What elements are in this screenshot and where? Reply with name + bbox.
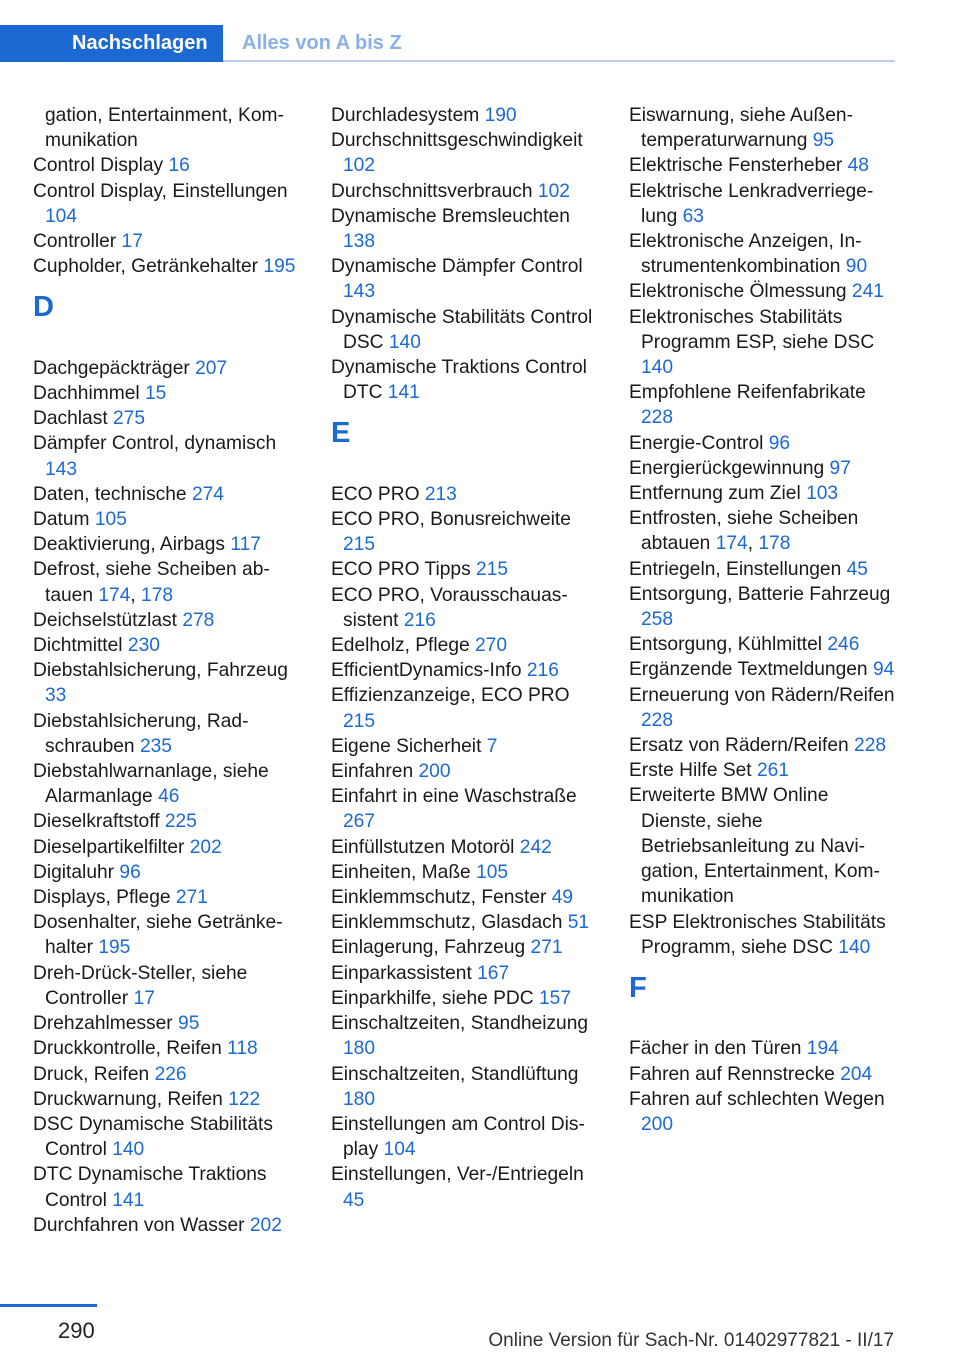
page-reference-link[interactable]: 122 [228,1088,261,1110]
index-entry [331,1011,603,1061]
index-entry-term: Defrost, siehe Scheiben abtauen [33,559,270,606]
index-entry [629,229,901,279]
page-reference-link[interactable]: 204 [840,1063,873,1085]
page-reference-link[interactable]: 215 [476,559,509,581]
index-entry-term: gation, Entertainment, Kommunikation [45,105,284,152]
page-reference-link[interactable]: 202 [189,836,222,858]
page-reference-link[interactable]: 140 [112,1139,145,1161]
page-reference-link[interactable]: 216 [403,609,436,631]
index-entry-term: Dachlast [33,408,108,430]
tab-nachschlagen[interactable]: Nachschlagen [0,25,223,62]
page-reference-link[interactable]: 246 [827,634,860,656]
page-reference-link[interactable]: 7 [486,735,498,757]
page-reference-link[interactable]: 174 [98,584,131,606]
index-entry [33,759,305,809]
index-entry [331,658,603,683]
index-entry [331,1112,603,1162]
index-entry-term: Durchfahren von Wasser [33,1214,245,1236]
index-entry [33,910,305,960]
page-reference-link[interactable]: 45 [846,558,868,580]
page-reference-link[interactable]: 190 [484,105,517,126]
index-entry [331,961,603,986]
index-entry [33,179,305,229]
index-entry-term: Digitaluhr [33,861,115,883]
index-entry-term: Diebstahlsicherung, Fahrzeug [33,660,288,682]
index-entry [331,355,603,405]
index-entry-term: Entfernung zum Ziel [629,483,801,505]
page-reference-link[interactable]: 200 [641,1113,674,1135]
index-entry-term: Energie-Control [629,432,764,454]
index-entry [629,683,901,733]
index-entry-term: Einstellungen, Ver-/Entriegeln [331,1164,584,1186]
page-reference-link[interactable]: 235 [139,735,172,757]
page-reference-link[interactable]: 105 [476,861,509,883]
page-reference-link[interactable]: 195 [98,937,131,959]
index-entry-term: Ersatz von Rädern/​Reifen [629,735,849,757]
index-entry [629,910,901,960]
index-entry-term: Druck, Reifen [33,1063,150,1085]
page-reference-link[interactable]: 105 [94,509,127,531]
index-entry-term: Elektronisches Stabilitäts Programm ESP, siehe DSC [629,306,875,353]
index-entry [331,986,603,1011]
index-entry-term: Druckwarnung, Reifen [33,1088,223,1110]
page-reference-link[interactable]: 16 [168,155,190,177]
index-entry-term: Fahren auf Rennstrecke [629,1063,835,1085]
page-reference-link[interactable]: 180 [343,1088,376,1110]
page-reference-link[interactable]: 180 [343,1038,376,1060]
index-entry [33,482,305,507]
page-reference-link[interactable]: 157 [538,987,571,1009]
section-letter: F [629,971,647,1004]
page-reference-link[interactable]: 94 [872,659,895,681]
index-entry-term: DTC Dynamische Traktions Control [33,1164,267,1211]
index-entry-term: Control Display, Einstellungen [33,180,288,202]
page-reference-link[interactable]: 33 [45,685,67,707]
page-reference-link[interactable]: 278 [182,609,215,631]
index-entry-term: Einfahren [331,761,414,783]
index-entry [629,305,901,381]
index-entry [331,482,603,507]
index-entry [629,783,901,909]
index-entry [629,103,901,153]
index-entry-term: Diebstahlwarnanlage, siehe Alarmanlage [33,761,269,808]
index-entry-term: Dachgepäckträger [33,357,190,379]
index-entry [331,507,603,557]
page-number: 290 [58,1318,95,1343]
index-entry-term: Dieselpartikelfilter [33,836,185,858]
index-entry-term: Control Display [33,155,164,177]
page-reference-link[interactable]: 118 [227,1038,258,1060]
page-reference-link[interactable]: 167 [477,962,510,984]
index-entry [331,1062,603,1112]
index-entry [331,204,603,254]
tab-alles-von-a-bis-z[interactable]: Alles von A bis Z [242,32,402,54]
page-reference-link[interactable]: 261 [756,760,789,782]
index-entry [33,608,305,633]
index-entry-term: ECO PRO, Vorausschauassistent [331,584,568,631]
index-entry-term: Deaktivierung, Airbags [33,534,225,556]
page-reference-link[interactable]: 95 [812,130,835,152]
page-reference-link[interactable]: 228 [641,709,674,731]
page-reference-link[interactable]: 270 [475,635,508,657]
index-entry-term: Dynamische Dämpfer Control [331,256,583,278]
index-entry-term: Elektrische Lenkradverriegelung [629,180,874,227]
page-reference-link[interactable]: 178 [758,533,791,555]
index-entry-term: Einklemmschutz, Fenster [331,887,547,909]
index-entry [629,1062,901,1087]
page-reference-link[interactable]: 225 [164,811,197,833]
page-reference-link[interactable]: 216 [526,660,559,682]
page-reference-link[interactable]: 241 [851,281,884,303]
index-entry-term: Dynamische Bremsleuchten [331,205,570,227]
page-reference-link[interactable]: 178 [141,584,174,606]
page-reference-link[interactable]: 45 [343,1189,365,1211]
index-entry [331,935,603,960]
index-entry [33,1213,305,1238]
page-reference-link[interactable]: 102 [537,180,570,202]
index-entry [331,860,603,885]
index-entry [629,153,901,178]
index-entry [331,254,603,304]
index-entry-term: Einlagerung, Fahrzeug [331,937,526,959]
index-entry-term: Elektronische Ölmessung [629,281,847,303]
index-entry [33,153,305,178]
header-divider [223,60,895,62]
index-entry [33,809,305,834]
index-entry-term: Dieselkraftstoff [33,811,160,833]
index-entry: Entfrosten, siehe Scheiben abtauen 174, 178 [629,508,859,555]
online-version-note: Online Version für Sach-Nr. 01402977821 - II/17 [488,1330,894,1351]
index-entry-term: Einparkassistent [331,962,472,984]
index-entry-term: ECO PRO [331,483,420,505]
index-entry [629,632,901,657]
index-entry-term: Cupholder, Getränkehalter [33,256,259,278]
index-column-2 [331,103,603,1213]
index-entry [331,633,603,658]
index-entry [629,657,901,682]
page-reference-link[interactable]: 274 [191,483,224,505]
index-entry-term: Einklemmschutz, Glasdach [331,912,563,934]
page-reference-link[interactable]: 95 [178,1013,200,1035]
index-entry [33,431,305,481]
page-reference-link[interactable]: 226 [154,1063,187,1085]
index-entry-term: Datum [33,509,90,531]
page-reference-link[interactable]: 51 [567,912,590,934]
index-entry-term: ECO PRO, Bonusreichweite [331,509,571,531]
page-reference-link[interactable]: 242 [519,836,552,858]
index-entry [331,910,603,935]
index-entry [629,557,901,582]
index-entry-term: ESP Elektronisches Stabilitäts Programm, siehe DSC [629,911,886,958]
index-entry-term: Dichtmittel [33,635,123,657]
index-entry [33,229,305,254]
index-entry-term: Entriegeln, Einstellungen [629,558,842,580]
index-entry-term: Durchladesystem [331,105,480,126]
index-entry [33,860,305,885]
page-reference-link[interactable]: 275 [113,408,146,430]
chapter-tab-bar [0,25,895,62]
index-entry-term: Edelholz, Pflege [331,635,470,657]
index-entry [331,128,603,178]
section-letter: D [33,291,54,324]
index-entry-term: Durchschnittsgeschwindigkeit [331,130,583,152]
page-reference-link[interactable]: 271 [530,937,563,959]
page-reference-link[interactable]: 103 [806,483,839,505]
page-reference-link[interactable]: 46 [158,786,180,808]
index-entry-term: Dreh-Drück-Steller, siehe Controller [33,962,248,1009]
page-reference-link[interactable]: 96 [768,432,791,454]
index-entry [629,758,901,783]
index-entry-term: Diebstahlsicherung, Radschrauben [33,710,249,757]
index-column-3 [629,103,901,1137]
index-entry-term: Einheiten, Maße [331,861,471,883]
page-reference-link[interactable]: 143 [343,281,376,303]
page-reference-link[interactable]: 140 [388,331,421,353]
index-entry [629,582,901,632]
index-entry-term: Einschaltzeiten, Standlüftung [331,1063,579,1085]
index-entry-term: Einschaltzeiten, Standheizung [331,1013,589,1035]
page-reference-link[interactable]: 117 [230,534,261,556]
index-entry-term: Eiswarnung, siehe Außentemperaturwarnung [629,105,853,152]
page-reference-link[interactable]: 200 [418,761,451,783]
page-reference-link[interactable]: 215 [343,710,376,732]
page-reference-link[interactable]: 195 [263,256,296,278]
page-reference-link[interactable]: 194 [806,1038,839,1060]
index-entry [33,1036,305,1061]
page-reference-link[interactable]: 228 [641,407,674,429]
index-entry-term: Displays, Pflege [33,887,171,909]
index-entry [33,709,305,759]
index-entry-term: Fächer in den Türen [629,1038,802,1060]
index-entry-term: Einstellungen am Control Display [331,1113,585,1161]
index-entry [629,733,901,758]
page-reference-link[interactable]: 202 [249,1214,282,1236]
index-entry-term: Einfüllstutzen Motoröl [331,836,515,858]
page-reference-link[interactable]: 141 [387,382,420,404]
index-entry-term: Erste Hilfe Set [629,760,752,782]
index-entry-term: Fahren auf schlechten Wegen [629,1088,885,1110]
page-reference-link[interactable]: 140 [641,357,674,379]
index-entry [33,507,305,532]
index-entry-term: Durchschnittsverbrauch [331,180,533,202]
page-reference-link[interactable]: 96 [119,861,141,883]
footer-accent-bar [0,1304,97,1307]
index-entry [331,835,603,860]
index-entry [629,1036,901,1061]
index-entry [331,683,603,733]
index-entry [33,658,305,708]
index-entry-term: Einfahrt in eine Waschstraße [331,786,577,808]
index-entry-term: Energierückgewinnung [629,457,825,479]
index-entry [33,633,305,658]
index-entry [331,885,603,910]
index-entry-term: Controller [33,231,117,253]
index-entry [331,305,603,355]
page-reference-link[interactable]: 140 [838,936,871,958]
index-entry [33,381,305,406]
page-reference-link[interactable]: 258 [641,609,674,631]
index-entry-term: Entsorgung, Batterie Fahrzeug [629,583,891,605]
index-entry: Defrost, siehe Scheiben abtauen 174, 178 [33,559,270,606]
page-reference-link[interactable]: 63 [682,205,704,227]
index-entry [331,179,603,204]
index-entry [33,961,305,1011]
page-reference-link[interactable]: 104 [383,1139,416,1161]
index-entry [33,532,305,557]
index-entry-term: Dämpfer Control, dynamisch [33,433,277,455]
index-entry-term: Dynamische Stabilitäts Control DSC [331,306,593,353]
index-entry-term: Dachhimmel [33,383,140,405]
index-entry [33,835,305,860]
index-entry-term: Eigene Sicherheit [331,735,482,757]
index-entry-term: Entsorgung, Kühlmittel [629,634,823,656]
index-entry [331,1162,603,1212]
index-column-1 [33,103,305,1238]
page-reference-link[interactable]: 49 [551,887,574,909]
index-entry-term: Drehzahlmesser [33,1013,173,1035]
index-entry [629,1087,901,1137]
index-entry [33,1062,305,1087]
page-reference-link[interactable]: 104 [45,205,78,227]
page-reference-link[interactable]: 17 [121,231,143,253]
index-entry [33,356,305,381]
index-entry [33,1162,305,1212]
page-reference-link[interactable]: 228 [854,735,887,757]
page-reference-link[interactable]: 207 [195,357,228,379]
index-entry-term: Effizienzanzeige, ECO PRO [331,685,570,707]
index-entry [331,734,603,759]
index-entry-term: Erneuerung von Rädern/​Reifen [629,684,895,706]
index-entry-term: Entfrosten, siehe Scheiben abtauen [629,508,859,555]
index-entry [33,1087,305,1112]
index-entry [33,1112,305,1162]
index-entry [629,456,901,481]
index-entry [33,254,305,279]
page-reference-link[interactable]: 213 [424,483,457,505]
index-entry [629,179,901,229]
page-reference-link[interactable]: 267 [343,811,376,833]
page-reference-link[interactable]: 17 [133,987,155,1009]
page-reference-link[interactable]: 15 [144,383,167,405]
page-reference-link[interactable]: 97 [829,457,851,479]
index-entry [33,103,305,153]
index-entry-term: DSC Dynamische Stabilitäts Control [33,1113,273,1161]
page-reference-link[interactable]: 271 [175,887,208,909]
page-reference-link[interactable]: 215 [343,534,376,556]
index-entry [629,431,901,456]
page-reference-link[interactable]: 174 [715,533,748,555]
index-entry-term: Empfohlene Reifenfabrikate [629,382,866,404]
index-entry-term: Einparkhilfe, siehe PDC [331,987,534,1009]
index-entry-term: Dynamische Traktions Control DTC [331,357,587,404]
index-entry [33,885,305,910]
index-entry [629,481,901,506]
index-entry-term: ECO PRO Tipps [331,559,471,581]
page-reference-link[interactable]: 141 [112,1189,145,1211]
index-entry-term: EfficientDynamics-Info [331,660,522,682]
index-entry-term: Elektrische Fensterheber [629,155,843,177]
page-reference-link[interactable]: 230 [127,635,160,657]
index-entry-term: Druckkontrolle, Reifen [33,1038,222,1060]
index-entry-term: Dosenhalter, siehe Getränkehalter [33,912,283,959]
index-entry [629,380,901,430]
page-reference-link[interactable]: 143 [45,458,78,480]
index-entry [331,103,603,128]
index-entry-term: Ergänzende Textmeldungen [629,659,868,681]
index-entry [33,406,305,431]
page-reference-link[interactable]: 138 [343,231,376,253]
index-entry-term: Deichselstützlast [33,609,177,631]
page-reference-link[interactable]: 90 [845,256,868,278]
index-entry-term: Erweiterte BMW Online Dienste, siehe Betriebsanleitung zu Navigation, Entertainment, Kommunikation [629,785,880,908]
page-reference-link[interactable]: 48 [847,155,869,177]
section-letter: E [331,417,351,450]
index-entry [33,1011,305,1036]
index-entry [331,557,603,582]
index-entry-term: Daten, technische [33,483,187,505]
index-entry [331,784,603,834]
index-entry-term: Elektronische Anzeigen, Instrumentenkombination [629,231,862,278]
page-reference-link[interactable]: 102 [343,155,376,177]
index-entry [331,583,603,633]
index-entry [331,759,603,784]
index-entry [629,279,901,304]
